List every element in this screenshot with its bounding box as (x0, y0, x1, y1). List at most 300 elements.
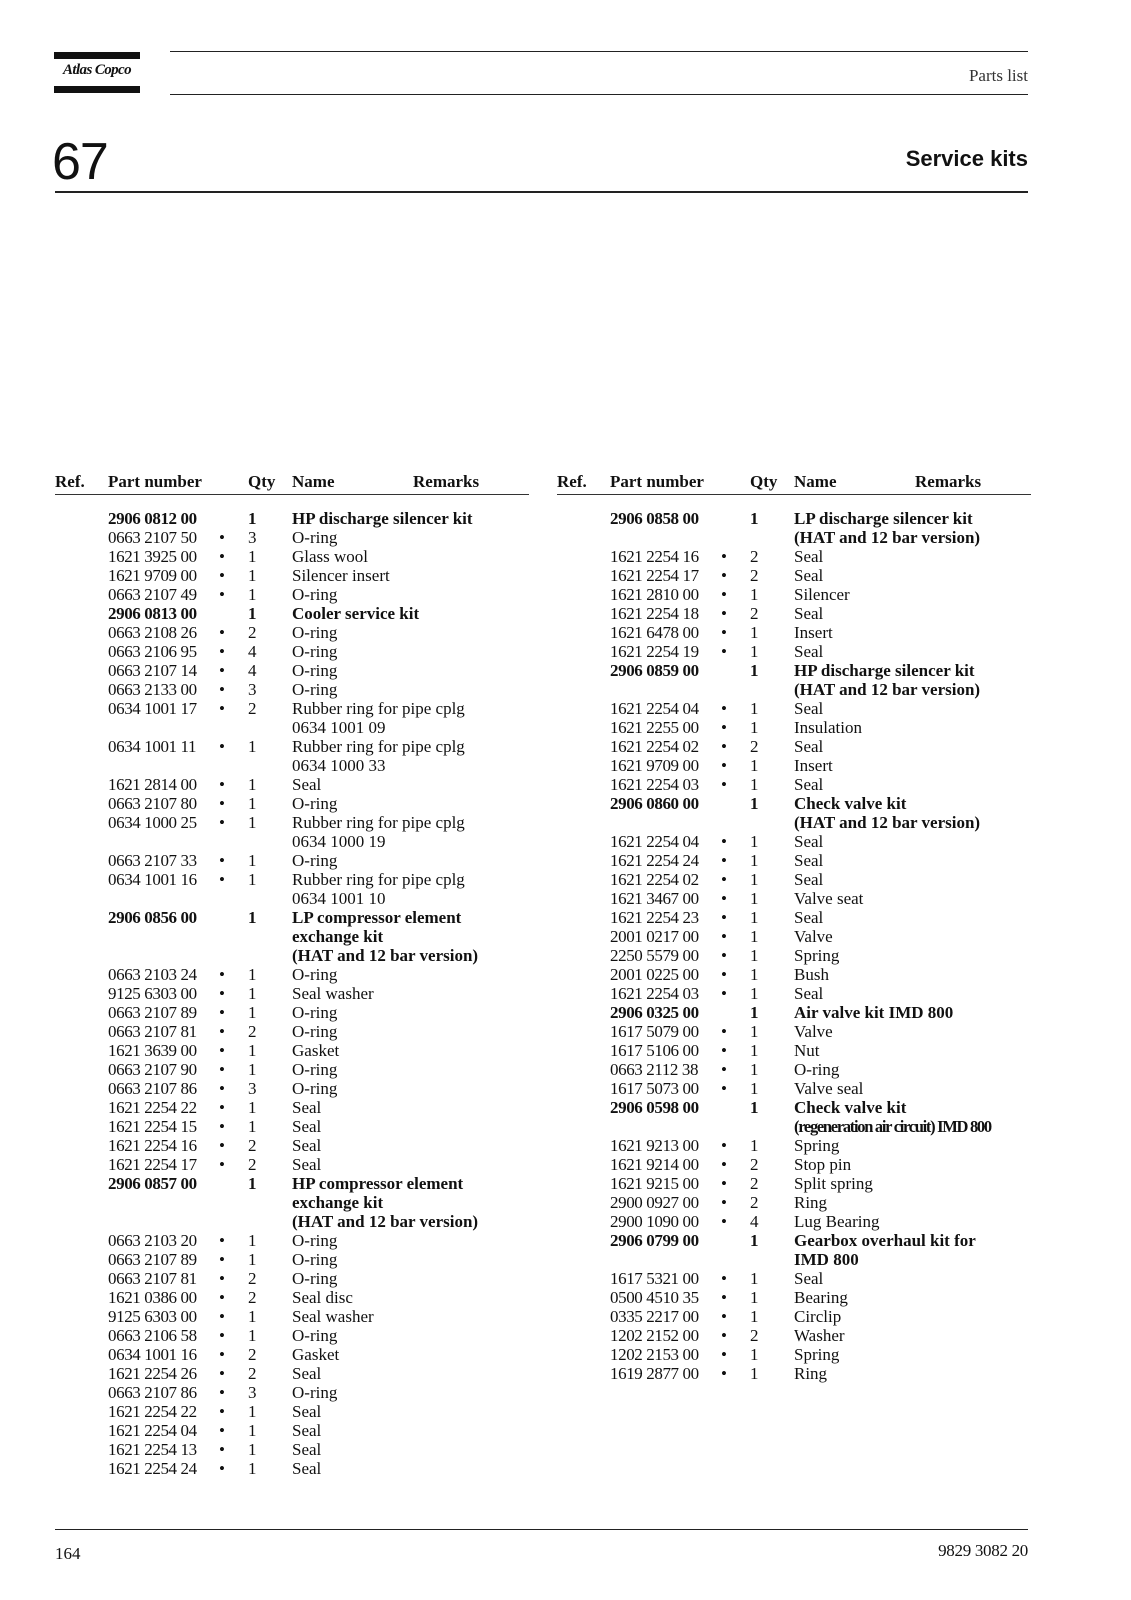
part-number-cell: 0663 2112 38 (610, 1060, 699, 1079)
part-number-cell: 1621 2254 22 (108, 1098, 197, 1117)
qty-cell: 1 (750, 908, 759, 927)
qty-cell: 1 (750, 699, 759, 718)
qty-cell: 1 (750, 1288, 759, 1307)
table-row (557, 1326, 1031, 1345)
table-row (557, 965, 1031, 984)
table-row (557, 908, 1031, 927)
table-row (55, 1136, 529, 1155)
name-cell: Seal (292, 1136, 322, 1155)
name-cell: Washer (794, 1326, 845, 1345)
qty-cell: 1 (750, 927, 759, 946)
part-number-cell: 1617 5106 00 (610, 1041, 699, 1060)
bullet-cell: • (721, 775, 727, 794)
table-body (55, 509, 529, 1478)
part-number-cell: 2906 0859 00 (610, 661, 699, 680)
part-number-cell: 1621 6478 00 (610, 623, 699, 642)
name-cell: O-ring (292, 1060, 338, 1079)
qty-cell: 1 (750, 509, 759, 528)
name-cell: Seal (794, 908, 824, 927)
qty-cell: 1 (750, 984, 759, 1003)
table-row (557, 1364, 1031, 1383)
name-cell: O-ring (292, 661, 338, 680)
bullet-cell: • (219, 1288, 225, 1307)
qty-cell: 1 (750, 1060, 759, 1079)
bullet-cell: • (721, 1307, 727, 1326)
table-row (55, 927, 529, 946)
name-cell: Seal (292, 1098, 322, 1117)
bullet-cell: • (721, 965, 727, 984)
bullet-cell: • (721, 1345, 727, 1364)
qty-cell: 1 (750, 623, 759, 642)
qty-cell: 2 (248, 1022, 257, 1041)
qty-cell: 1 (750, 585, 759, 604)
part-number-cell: 2900 0927 00 (610, 1193, 699, 1212)
qty-cell: 1 (248, 851, 257, 870)
table-row (557, 1269, 1031, 1288)
name-cell: Gasket (292, 1041, 340, 1060)
qty-cell: 2 (248, 1269, 257, 1288)
part-number-cell: 1621 2254 17 (108, 1155, 197, 1174)
part-number-cell: 1621 9709 00 (108, 566, 197, 585)
name-cell: O-ring (292, 528, 338, 547)
table-row (55, 965, 529, 984)
qty-cell: 1 (248, 1003, 257, 1022)
qty-cell: 2 (248, 1288, 257, 1307)
table-row (557, 1041, 1031, 1060)
table-row (55, 585, 529, 604)
part-number-cell: 2906 0856 00 (108, 908, 197, 927)
table-row (557, 984, 1031, 1003)
table-row (55, 1307, 529, 1326)
table-row (557, 661, 1031, 680)
name-cell: Rubber ring for pipe cplg (292, 699, 465, 718)
qty-cell: 2 (750, 1193, 759, 1212)
name-cell: O-ring (292, 1003, 338, 1022)
qty-cell: 1 (248, 908, 257, 927)
bullet-cell: • (721, 1174, 727, 1193)
qty-cell: 1 (248, 1231, 257, 1250)
bullet-cell: • (219, 1383, 225, 1402)
bullet-cell: • (219, 1060, 225, 1079)
header-remarks: Remarks (915, 472, 982, 491)
bullet-cell: • (219, 851, 225, 870)
qty-cell: 2 (248, 1364, 257, 1383)
name-cell: Seal (794, 870, 824, 889)
qty-cell: 4 (248, 642, 257, 661)
document-type: Parts list (968, 66, 1028, 85)
part-number-cell: 0663 2108 26 (108, 623, 197, 642)
name-cell: Insert (794, 756, 833, 775)
name-cell: HP discharge silencer kit (292, 509, 473, 528)
name-cell: Seal (794, 1269, 824, 1288)
table-row (55, 756, 529, 775)
part-number-cell: 0663 2107 81 (108, 1269, 197, 1288)
part-number-cell: 2906 0598 00 (610, 1098, 699, 1117)
name-cell: O-ring (292, 585, 338, 604)
table-row (557, 585, 1031, 604)
name-cell: Stop pin (794, 1155, 852, 1174)
bullet-cell: • (219, 1307, 225, 1326)
bullet-cell: • (219, 1155, 225, 1174)
bullet-cell: • (721, 1326, 727, 1345)
qty-cell: 1 (248, 737, 257, 756)
bullet-cell: • (219, 1231, 225, 1250)
qty-cell: 1 (750, 1098, 759, 1117)
name-cell: (HAT and 12 bar version) (794, 528, 981, 547)
logo-text: Atlas Copco (63, 62, 131, 78)
name-cell: O-ring (292, 851, 338, 870)
bullet-cell: • (721, 832, 727, 851)
table-row (557, 509, 1031, 528)
table-row (55, 832, 529, 851)
part-number-cell: 2001 0225 00 (610, 965, 699, 984)
table-row (557, 946, 1031, 965)
bullet-cell: • (219, 1345, 225, 1364)
table-row (557, 832, 1031, 851)
name-cell: O-ring (794, 1060, 840, 1079)
table-row (557, 1212, 1031, 1231)
table-row (557, 1345, 1031, 1364)
table-row (55, 737, 529, 756)
name-cell: Cooler service kit (292, 604, 420, 623)
bullet-cell: • (721, 927, 727, 946)
part-number-cell: 1621 2814 00 (108, 775, 197, 794)
qty-cell: 3 (248, 1079, 257, 1098)
table-row (55, 1212, 529, 1231)
part-number-cell: 0634 1001 16 (108, 1345, 197, 1364)
part-number-cell: 0634 1001 11 (108, 737, 197, 756)
part-number-cell: 1621 2254 24 (610, 851, 699, 870)
name-cell: Seal (794, 699, 824, 718)
name-cell: Lug Bearing (794, 1212, 880, 1231)
part-number-cell: 1621 0386 00 (108, 1288, 197, 1307)
name-cell: exchange kit (292, 1193, 384, 1212)
qty-cell: 1 (750, 775, 759, 794)
table-row (55, 813, 529, 832)
bullet-cell: • (219, 1421, 225, 1440)
name-cell: Silencer (794, 585, 850, 604)
table-row (557, 1231, 1031, 1250)
part-number-cell: 1617 5073 00 (610, 1079, 699, 1098)
name-cell: Air valve kit IMD 800 (794, 1003, 954, 1022)
qty-cell: 2 (248, 623, 257, 642)
part-number-cell: 2906 0860 00 (610, 794, 699, 813)
part-number-cell: 2906 0857 00 (108, 1174, 197, 1193)
qty-cell: 1 (248, 984, 257, 1003)
name-cell: Seal (292, 1117, 322, 1136)
bullet-cell: • (219, 623, 225, 642)
table-row (55, 528, 529, 547)
part-number-cell: 1621 3467 00 (610, 889, 699, 908)
part-number-cell: 1621 2254 02 (610, 870, 699, 889)
part-number-cell: 0335 2217 00 (610, 1307, 699, 1326)
name-cell: Seal washer (292, 1307, 374, 1326)
bullet-cell: • (219, 528, 225, 547)
table-row (55, 1174, 529, 1193)
bullet-cell: • (721, 1136, 727, 1155)
part-number-cell: 1621 3639 00 (108, 1041, 197, 1060)
bullet-cell: • (219, 1041, 225, 1060)
bullet-cell: • (219, 547, 225, 566)
table-row (55, 794, 529, 813)
qty-cell: 1 (750, 642, 759, 661)
table-row (55, 718, 529, 737)
part-number-cell: 1617 5321 00 (610, 1269, 699, 1288)
chapter-number: 67 (52, 133, 108, 191)
name-cell: O-ring (292, 1383, 338, 1402)
part-number-cell: 0663 2107 80 (108, 794, 197, 813)
qty-cell: 1 (750, 1136, 759, 1155)
part-number-cell: 2906 0799 00 (610, 1231, 699, 1250)
bullet-cell: • (219, 737, 225, 756)
part-number-cell: 1621 2254 18 (610, 604, 699, 623)
qty-cell: 1 (248, 1326, 257, 1345)
section-title: Service kits (905, 146, 1028, 171)
name-cell: Seal (794, 604, 824, 623)
bullet-cell: • (721, 1288, 727, 1307)
header-underline (55, 494, 529, 495)
part-number-cell: 0663 2107 50 (108, 528, 197, 547)
footer-rule (55, 1529, 1028, 1530)
table-row (557, 775, 1031, 794)
qty-cell: 1 (750, 965, 759, 984)
document-number: 9829 3082 20 (938, 1541, 1028, 1560)
bullet-cell: • (721, 699, 727, 718)
name-cell: O-ring (292, 794, 338, 813)
table-row (55, 1250, 529, 1269)
bullet-cell: • (219, 1269, 225, 1288)
name-cell: Rubber ring for pipe cplg (292, 813, 465, 832)
bullet-cell: • (219, 566, 225, 585)
table-row (557, 1136, 1031, 1155)
table-row (557, 566, 1031, 585)
qty-cell: 1 (750, 851, 759, 870)
table-row (557, 851, 1031, 870)
bullet-cell: • (721, 870, 727, 889)
header-qty: Qty (248, 472, 276, 491)
name-cell: Spring (794, 1345, 840, 1364)
qty-cell: 1 (248, 509, 257, 528)
part-number-cell: 1621 2254 04 (610, 699, 699, 718)
qty-cell: 1 (248, 775, 257, 794)
qty-cell: 2 (750, 1155, 759, 1174)
part-number-cell: 2906 0325 00 (610, 1003, 699, 1022)
table-row (55, 680, 529, 699)
header-name: Name (794, 472, 837, 491)
part-number-cell: 1621 2254 03 (610, 984, 699, 1003)
name-cell: 0634 1000 33 (292, 756, 386, 775)
part-number-cell: 1619 2877 00 (610, 1364, 699, 1383)
header-qty: Qty (750, 472, 778, 491)
part-number-cell: 9125 6303 00 (108, 984, 197, 1003)
qty-cell: 1 (248, 1060, 257, 1079)
part-number-cell: 1621 3925 00 (108, 547, 197, 566)
part-number-cell: 0663 2107 86 (108, 1079, 197, 1098)
table-row (55, 1402, 529, 1421)
bullet-cell: • (721, 756, 727, 775)
table-row (55, 1383, 529, 1402)
qty-cell: 1 (248, 547, 257, 566)
qty-cell: 1 (750, 1269, 759, 1288)
name-cell: Gearbox overhaul kit for (794, 1231, 976, 1250)
qty-cell: 1 (248, 566, 257, 585)
header-name: Name (292, 472, 335, 491)
part-number-cell: 0663 2107 14 (108, 661, 197, 680)
qty-cell: 1 (750, 1079, 759, 1098)
bullet-cell: • (721, 1079, 727, 1098)
qty-cell: 1 (248, 1421, 257, 1440)
name-cell: 0634 1001 10 (292, 889, 386, 908)
bullet-cell: • (219, 1250, 225, 1269)
part-number-cell: 1621 2254 26 (108, 1364, 197, 1383)
bullet-cell: • (721, 547, 727, 566)
bullet-cell: • (219, 642, 225, 661)
table-row (557, 1193, 1031, 1212)
bullet-cell: • (219, 1079, 225, 1098)
table-row (55, 1364, 529, 1383)
bullet-cell: • (721, 604, 727, 623)
bullet-cell: • (721, 908, 727, 927)
bullet-cell: • (721, 1364, 727, 1383)
bullet-cell: • (721, 984, 727, 1003)
table-row (55, 623, 529, 642)
part-number-cell: 2001 0217 00 (610, 927, 699, 946)
table-row (557, 699, 1031, 718)
bullet-cell: • (219, 1364, 225, 1383)
qty-cell: 3 (248, 528, 257, 547)
part-number-cell: 2250 5579 00 (610, 946, 699, 965)
name-cell: O-ring (292, 1022, 338, 1041)
header-underline (557, 494, 1031, 495)
bullet-cell: • (219, 1117, 225, 1136)
table-header (55, 472, 529, 492)
name-cell: (regeneration air circuit) IMD 800 (794, 1117, 991, 1136)
bullet-cell: • (721, 946, 727, 965)
name-cell: IMD 800 (794, 1250, 859, 1269)
name-cell: Bearing (794, 1288, 848, 1307)
name-cell: O-ring (292, 1079, 338, 1098)
name-cell: Seal (292, 1421, 322, 1440)
header-part-number: Part number (610, 472, 704, 491)
table-row (55, 1193, 529, 1212)
bullet-cell: • (219, 1440, 225, 1459)
part-number-cell: 0663 2103 20 (108, 1231, 197, 1250)
part-number-cell: 1621 9214 00 (610, 1155, 699, 1174)
table-row (55, 1003, 529, 1022)
bullet-cell: • (219, 813, 225, 832)
qty-cell: 1 (750, 1231, 759, 1250)
qty-cell: 1 (248, 585, 257, 604)
table-row (55, 1041, 529, 1060)
name-cell: Insulation (794, 718, 862, 737)
table-row (557, 813, 1031, 832)
name-cell: Glass wool (292, 547, 369, 566)
name-cell: O-ring (292, 642, 338, 661)
table-row (557, 1307, 1031, 1326)
bullet-cell: • (219, 965, 225, 984)
qty-cell: 2 (750, 1326, 759, 1345)
name-cell: Seal washer (292, 984, 374, 1003)
table-row (55, 604, 529, 623)
part-number-cell: 1621 2254 15 (108, 1117, 197, 1136)
table-row (55, 509, 529, 528)
name-cell: (HAT and 12 bar version) (794, 680, 981, 699)
name-cell: Seal (292, 1440, 322, 1459)
table-row (55, 1459, 529, 1478)
qty-cell: 1 (248, 1174, 257, 1193)
name-cell: HP compressor element (292, 1174, 464, 1193)
part-number-cell: 1621 9709 00 (610, 756, 699, 775)
qty-cell: 1 (248, 1402, 257, 1421)
table-row (557, 927, 1031, 946)
part-number-cell: 1202 2152 00 (610, 1326, 699, 1345)
qty-cell: 2 (750, 566, 759, 585)
name-cell: Insert (794, 623, 833, 642)
name-cell: Split spring (794, 1174, 873, 1193)
name-cell: Seal (292, 1364, 322, 1383)
name-cell: Valve seat (794, 889, 864, 908)
parts-table-right (557, 472, 1031, 1383)
bullet-cell: • (721, 1041, 727, 1060)
part-number-cell: 0663 2103 24 (108, 965, 197, 984)
name-cell: Ring (794, 1364, 828, 1383)
table-row (557, 737, 1031, 756)
qty-cell: 1 (750, 718, 759, 737)
qty-cell: 1 (750, 794, 759, 813)
bullet-cell: • (721, 642, 727, 661)
bullet-cell: • (219, 794, 225, 813)
qty-cell: 1 (248, 1250, 257, 1269)
bullet-cell: • (721, 889, 727, 908)
table-row (55, 984, 529, 1003)
bullet-cell: • (721, 623, 727, 642)
table-row (55, 547, 529, 566)
qty-cell: 2 (750, 547, 759, 566)
table-row (55, 1079, 529, 1098)
name-cell: LP discharge silencer kit (794, 509, 973, 528)
part-number-cell: 1621 2254 19 (610, 642, 699, 661)
name-cell: Seal (794, 642, 824, 661)
name-cell: Seal (794, 984, 824, 1003)
qty-cell: 2 (248, 1136, 257, 1155)
name-cell: (HAT and 12 bar version) (794, 813, 981, 832)
name-cell: O-ring (292, 680, 338, 699)
table-row (55, 908, 529, 927)
table-row (557, 1003, 1031, 1022)
part-number-cell: 1202 2153 00 (610, 1345, 699, 1364)
qty-cell: 1 (750, 1364, 759, 1383)
part-number-cell: 0663 2107 33 (108, 851, 197, 870)
table-row (55, 1288, 529, 1307)
bullet-cell: • (219, 661, 225, 680)
table-row (557, 680, 1031, 699)
name-cell: Gasket (292, 1345, 340, 1364)
part-number-cell: 0663 2106 95 (108, 642, 197, 661)
name-cell: Seal (794, 547, 824, 566)
table-row (557, 642, 1031, 661)
name-cell: Check valve kit (794, 1098, 907, 1117)
table-row (557, 718, 1031, 737)
qty-cell: 1 (750, 889, 759, 908)
qty-cell: 2 (750, 604, 759, 623)
name-cell: Seal disc (292, 1288, 353, 1307)
qty-cell: 4 (248, 661, 257, 680)
name-cell: Valve (794, 1022, 833, 1041)
qty-cell: 1 (248, 870, 257, 889)
title-rule (55, 191, 1028, 193)
part-number-cell: 1621 2254 03 (610, 775, 699, 794)
part-number-cell: 9125 6303 00 (108, 1307, 197, 1326)
